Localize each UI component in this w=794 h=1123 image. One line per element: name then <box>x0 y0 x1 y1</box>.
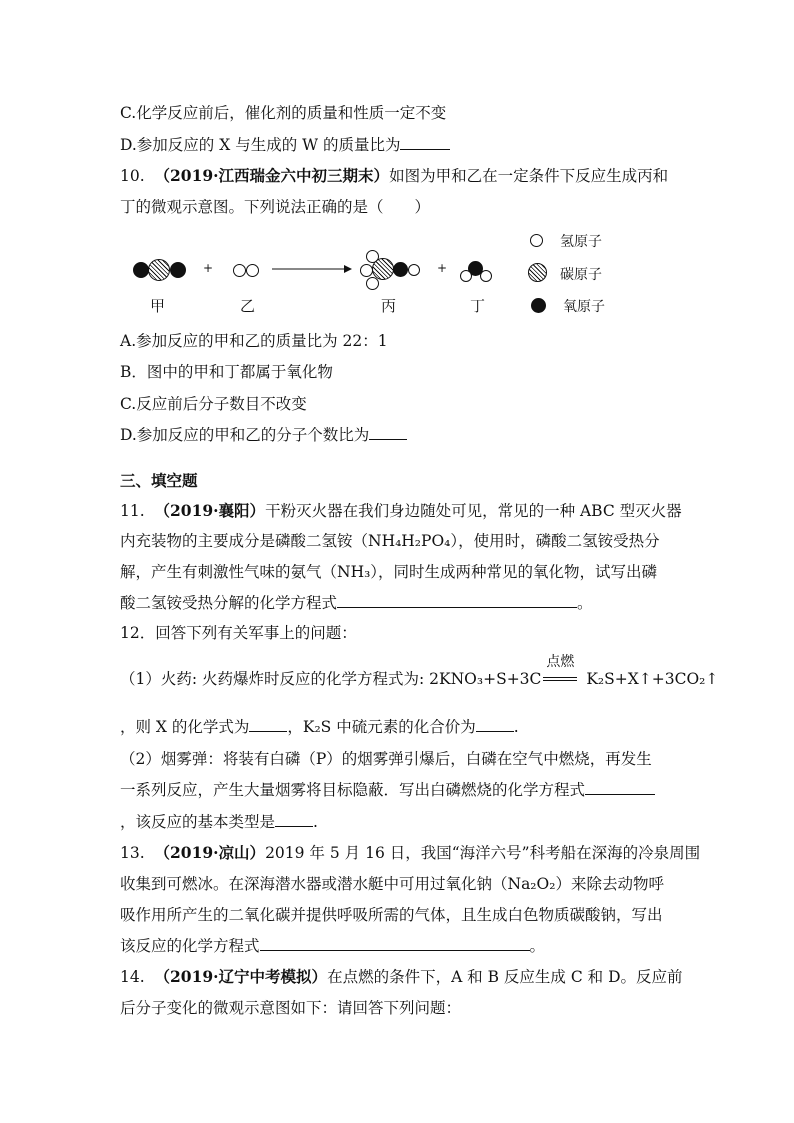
q14-num: 14. <box>120 968 145 986</box>
q11-text-4: 酸二氢铵受热分解的化学方程式 <box>120 594 338 612</box>
hydrogen-legend-icon <box>530 234 543 247</box>
equals-line <box>543 677 577 678</box>
answer-blank <box>337 593 577 608</box>
hydrogen-atom <box>460 270 472 282</box>
q13-line-1 <box>120 842 700 864</box>
reaction-arrow-icon <box>272 262 352 276</box>
q12-p1d: ，K₂S 中硫元素的化合价为 <box>287 718 476 736</box>
q13-text-4: 该反应的化学方程式 <box>120 937 260 955</box>
legend-oxygen: 氧原子 <box>563 299 605 315</box>
label-jia: 甲 <box>150 297 166 315</box>
q14-line-1 <box>120 966 683 988</box>
q12-part1 <box>120 654 719 690</box>
label-bing: 丙 <box>381 297 397 315</box>
hydrogen-atom <box>480 270 492 282</box>
q10-num: 10. <box>120 167 145 185</box>
section-title: 三、填空题 <box>120 471 198 490</box>
answer-blank <box>369 425 407 440</box>
answer-blank <box>275 812 313 827</box>
hydrogen-atom <box>360 264 373 277</box>
q12-p2c: ，该反应的基本类型是 <box>120 813 276 831</box>
q10-option-b: B．图中的甲和丁都属于氧化物 <box>120 363 333 381</box>
q10-stem-2: 丁的微观示意图。下列说法正确的是（ ） <box>120 198 431 216</box>
carbon-atom <box>148 259 170 281</box>
q11-line-2: 内充装物的主要成分是磷酸二氢铵（NH₄H₂PO₄），使用时，磷酸二氢铵受热分 <box>120 532 660 550</box>
reaction-condition <box>541 654 581 687</box>
q9-option-d <box>120 134 450 156</box>
q12-intro: 12．回答下列有关军事上的问题： <box>120 624 357 642</box>
q12-part2-line-1: （2）烟雾弹：将装有白磷（P）的烟雾弹引爆后，白磷在空气中燃烧，再发生 <box>120 750 652 768</box>
q11-line-3: 解，产生有刺激性气味的氨气（NH₃），同时生成两种常见的氧化物，试写出磷 <box>120 563 658 581</box>
q13-end: 。 <box>529 937 546 955</box>
oxygen-atom <box>133 262 149 278</box>
plus-sign: + <box>203 261 214 275</box>
condition-text: 点燃 <box>546 654 575 670</box>
q10-option-c: C.反应前后分子数目不改变 <box>120 395 307 413</box>
answer-blank <box>476 717 514 732</box>
q14-line-2: 后分子变化的微观示意图如下：请回答下列问题： <box>120 999 462 1017</box>
hydrogen-atom <box>246 264 259 277</box>
oxygen-atom <box>393 262 408 277</box>
q9-option-c: C.化学反应前后，催化剂的质量和性质一定不变 <box>120 104 447 122</box>
legend-carbon: 碳原子 <box>560 267 602 283</box>
answer-blank <box>400 135 450 150</box>
q14-text-1: 在点燃的条件下，A 和 B 反应生成 C 和 D。反应前 <box>327 968 683 986</box>
q10-stem-1: 如图为甲和乙在一定条件下反应生成丙和 <box>389 167 669 185</box>
q13-line-3: 吸作用所产生的二氧化碳并提供呼吸所需的气体，且生成白色物质碳酸钠，写出 <box>120 906 663 924</box>
plus-sign: + <box>437 261 448 275</box>
equals-line <box>543 680 577 681</box>
q13-num: 13. <box>120 844 145 862</box>
q12-part1-questions <box>120 716 519 738</box>
carbon-atom <box>372 258 394 280</box>
q10-option-d-text: D.参加反应的甲和乙的分子个数比为 <box>120 426 370 444</box>
q12-p1c: ，则 X 的化学式为 <box>120 718 250 736</box>
q12-part2-line-2 <box>120 779 655 801</box>
label-ding: 丁 <box>470 297 486 315</box>
q13-line-4 <box>120 935 545 957</box>
q14-source: （2019·辽宁中考模拟） <box>154 967 328 986</box>
answer-blank <box>260 936 530 951</box>
hydrogen-atom <box>233 264 246 277</box>
q12-p2d: . <box>313 813 318 831</box>
q12-p1e: . <box>513 718 519 736</box>
oxygen-atom <box>170 262 186 278</box>
q11-line-1 <box>120 500 682 522</box>
q9-option-d-text: D.参加反应的 X 与生成的 W 的质量比为 <box>120 136 401 154</box>
q10-stem <box>120 165 668 187</box>
q13-line-2: 收集到可燃冰。在深海潜水器或潜水艇中可用过氧化钠（Na₂O₂）来除去动物呼 <box>120 875 664 893</box>
q11-text-1: 干粉灭火器在我们身边随处可见，常见的一种 ABC 型灭火器 <box>265 502 682 520</box>
answer-blank <box>249 717 287 732</box>
q11-num: 11. <box>120 502 145 520</box>
q13-text-1: 2019 年 5 月 16 日，我国“海洋六号”科考船在深海的冷泉周围 <box>265 844 701 862</box>
q12-p2b: 一系列反应，产生大量烟雾将目标隐蔽．写出白磷燃烧的化学方程式 <box>120 781 586 799</box>
q10-option-d <box>120 424 407 446</box>
oxygen-legend-icon <box>531 298 546 313</box>
carbon-legend-icon <box>528 263 547 282</box>
legend-hydrogen: 氢原子 <box>560 234 602 250</box>
q12-p1-text: （1）火药: 火药爆炸时反应的化学方程式为: 2KNO₃+S+3C <box>120 670 542 688</box>
q11-end: 。 <box>577 594 593 612</box>
q11-line-4 <box>120 592 593 614</box>
q12-part2-line-3 <box>120 811 318 833</box>
hydrogen-atom <box>408 264 420 276</box>
hydrogen-atom <box>366 277 379 290</box>
answer-blank <box>585 780 655 795</box>
q10-source: （2019·江西瑞金六中初三期末） <box>154 166 390 185</box>
q13-source: （2019·凉山） <box>154 843 266 862</box>
label-yi: 乙 <box>240 297 256 315</box>
q10-option-a: A.参加反应的甲和乙的质量比为 22：1 <box>120 332 388 350</box>
q11-source: （2019·襄阳） <box>154 501 266 520</box>
q12-p1-products: K₂S+X↑+3CO₂↑ <box>581 670 719 688</box>
